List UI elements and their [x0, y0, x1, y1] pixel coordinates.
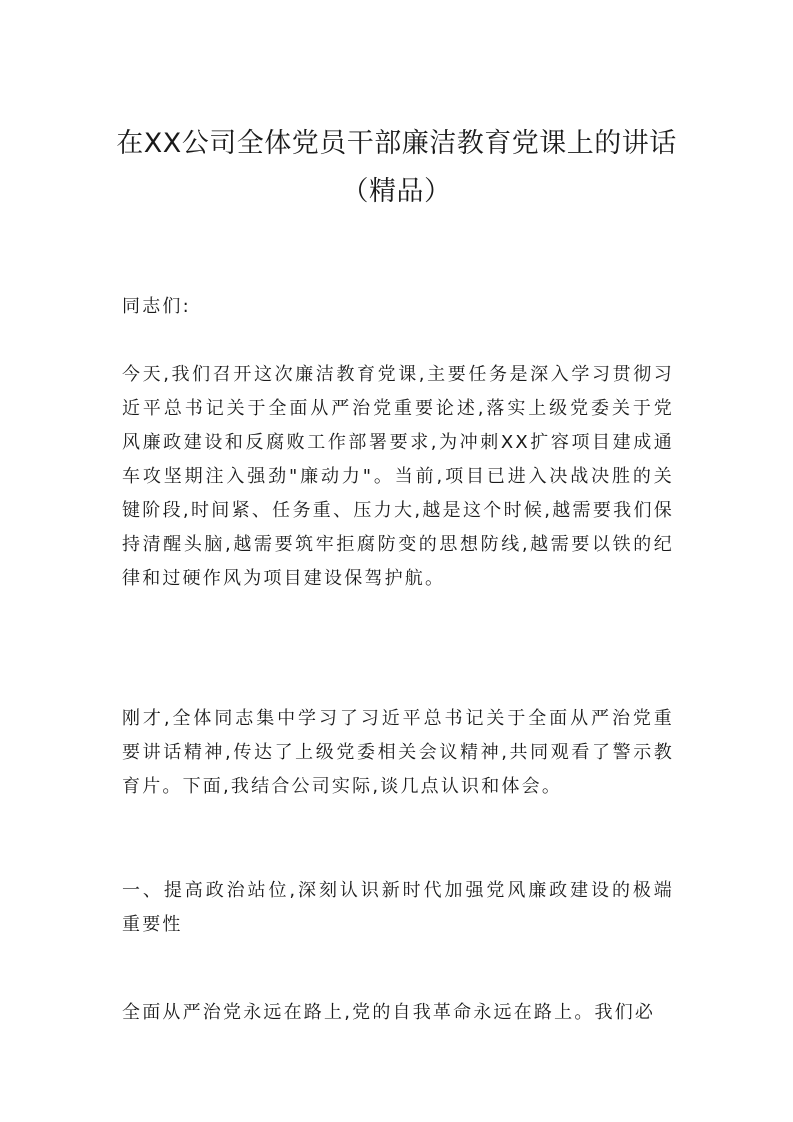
paragraph-section-1: 全面从严治党永远在路上,党的自我革命永远在路上。我们必 [122, 1002, 656, 1023]
paragraph-overview: 刚才,全体同志集中学习了习近平总书记关于全面从严治党重要讲话精神,传达了上级党委相关会议精神,共同观看了警示教育片。下面,我结合公司实际,谈几点认识和体会。 [122, 708, 674, 797]
section-heading-1: 一、提高政治站位,深刻认识新时代加强党风廉政建设的极端重要性 [122, 880, 674, 935]
document-title: 在XX公司全体党员干部廉洁教育党课上的讲话 [116, 128, 677, 159]
greeting: 同志们: [122, 296, 191, 317]
paragraph-intro: 今天,我们召开这次廉洁教育党课,主要任务是深入学习贯彻习近平总书记关于全面从严治党重要论述,落实上级党委关于党风廉政建设和反腐败工作部署要求,为冲刺XX扩容项目建成通车攻坚期注入强劲"廉动力"。当前,项目已进入决战决胜的关键阶段,时间紧、任务重、压力大,越是这个时候,越需要我们保持清醒头脑,越需要筑牢拒腐防变的思想防线,越需要以铁的纪律和过硬作风为项目建设保驾护航。 [122, 364, 674, 589]
document-subtitle: （精品） [341, 176, 452, 207]
